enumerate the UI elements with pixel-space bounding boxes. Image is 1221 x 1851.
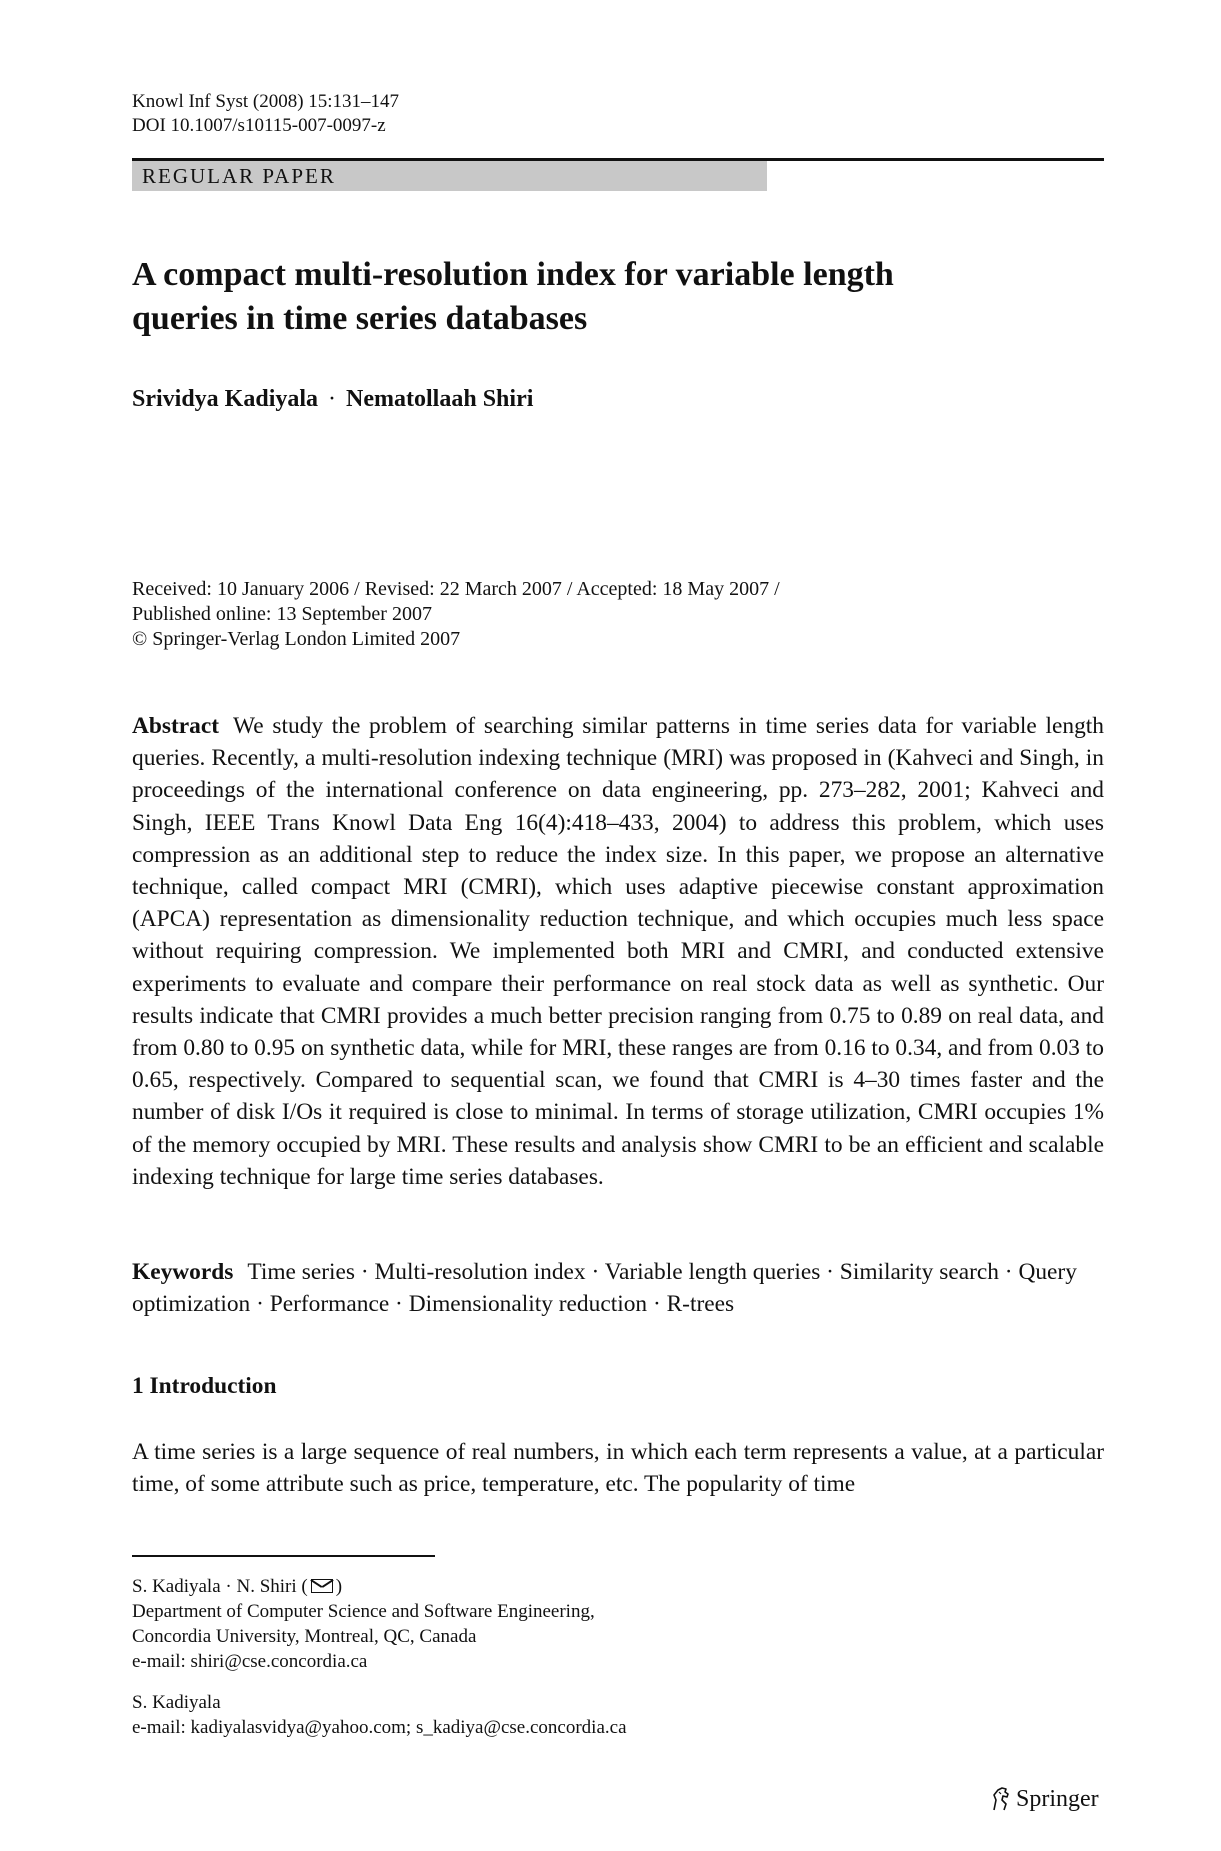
abstract-text: We study the problem of searching similar patterns in time series data for variable length queries. Recently, a multi-resolution indexing technique (MRI) was proposed in (Kahveci and Singh, in proceedings of the international conference on data engineering, pp. 273–282, 2001; Kahveci and Singh, IEEE Trans Knowl Data Eng 16(4):418–433, 2004) to address this problem, which uses compression as an additional step to reduce the index size. In this paper, we propose an alternative technique, called compact MRI (CMRI), which uses adaptive piecewise constant approximation (APCA) representation as dimensionality reduction technique, and which occupies much less space without requiring compression. We implemented both MRI and CMRI, and conducted extensive experiments to evaluate and compare their performance on real stock data as well as synthetic. Our results indicate that CMRI provides a much better precision ranging from 0.75 to 0.89 on real data, and from 0.80 to 0.95 on synthetic data, while for MRI, these ranges are from 0.16 to 0.34, and from 0.03 to 0.65, respectively. Compared to sequential scan, we found that CMRI is 4–30 times faster and the number of disk I/Os it required is close to minimal. In terms of storage utilization, CMRI occupies 1% of the memory occupied by MRI. These results and analysis show CMRI to be an efficient and scalable indexing technique for large time series databases.	[132, 713, 1104, 1190]
author-name: Srividya Kadiyala	[132, 386, 319, 412]
copyright: © Springer-Verlag London Limited 2007	[132, 628, 461, 650]
footnote-department: Department of Computer Science and Software Engineering,	[132, 1601, 595, 1622]
history-dates: Received: 10 January 2006 / Revised: 22 March 2007 / Accepted: 18 May 2007 /	[132, 578, 780, 600]
doi: DOI 10.1007/s10115-007-0097-z	[132, 115, 386, 136]
title-line-2: queries in time series databases	[132, 300, 588, 337]
footnote-university: Concordia University, Montreal, QC, Canada	[132, 1626, 477, 1647]
keywords-label: Keywords	[132, 1259, 234, 1285]
history-online: Published online: 13 September 2007	[132, 603, 432, 625]
footnote-authors-text: S. Kadiyala · N. Shiri (	[132, 1576, 308, 1597]
category-label: REGULAR PAPER	[142, 164, 336, 188]
footnote-authors	[132, 1574, 1104, 1599]
footnote-authors-close: )	[335, 1576, 343, 1597]
author-separator: ·	[328, 386, 337, 412]
journal-citation: Knowl Inf Syst (2008) 15:131–147	[132, 91, 400, 112]
keywords-text: Time series · Multi-resolution index · Variable length queries · Similarity search · Query optimization · Performance · Dimensionality reduction · R-trees	[132, 1259, 1077, 1317]
author-affiliation	[132, 1574, 1104, 1674]
footnote-email: e-mail: shiri@cse.concordia.ca	[132, 1651, 368, 1672]
publisher-logo	[990, 1784, 1099, 1814]
title-line-1: A compact multi-resolution index for variable length	[132, 256, 894, 293]
paper-title	[132, 253, 1032, 341]
envelope-icon	[311, 1579, 333, 1593]
publisher-name: Springer	[1016, 1786, 1099, 1812]
author-name: Nematollaah Shiri	[346, 386, 534, 412]
section-heading: 1 Introduction	[132, 1373, 277, 1399]
abstract	[132, 710, 1104, 1193]
author-list	[132, 384, 533, 414]
springer-horse-icon	[990, 1786, 1012, 1812]
abstract-label: Abstract	[132, 713, 220, 739]
footnote-name: S. Kadiyala	[132, 1692, 221, 1713]
publication-history	[132, 577, 1104, 652]
keywords	[132, 1256, 1104, 1320]
footnote-email: e-mail: kadiyalasvidya@yahoo.com; s_kadiya@cse.concordia.ca	[132, 1717, 627, 1738]
author-contact	[132, 1690, 1104, 1740]
section-body: A time series is a large sequence of real numbers, in which each term represents a value, at a particular time, of some attribute such as price, temperature, etc. The popularity of time	[132, 1439, 1104, 1497]
footnote-rule	[132, 1555, 435, 1557]
